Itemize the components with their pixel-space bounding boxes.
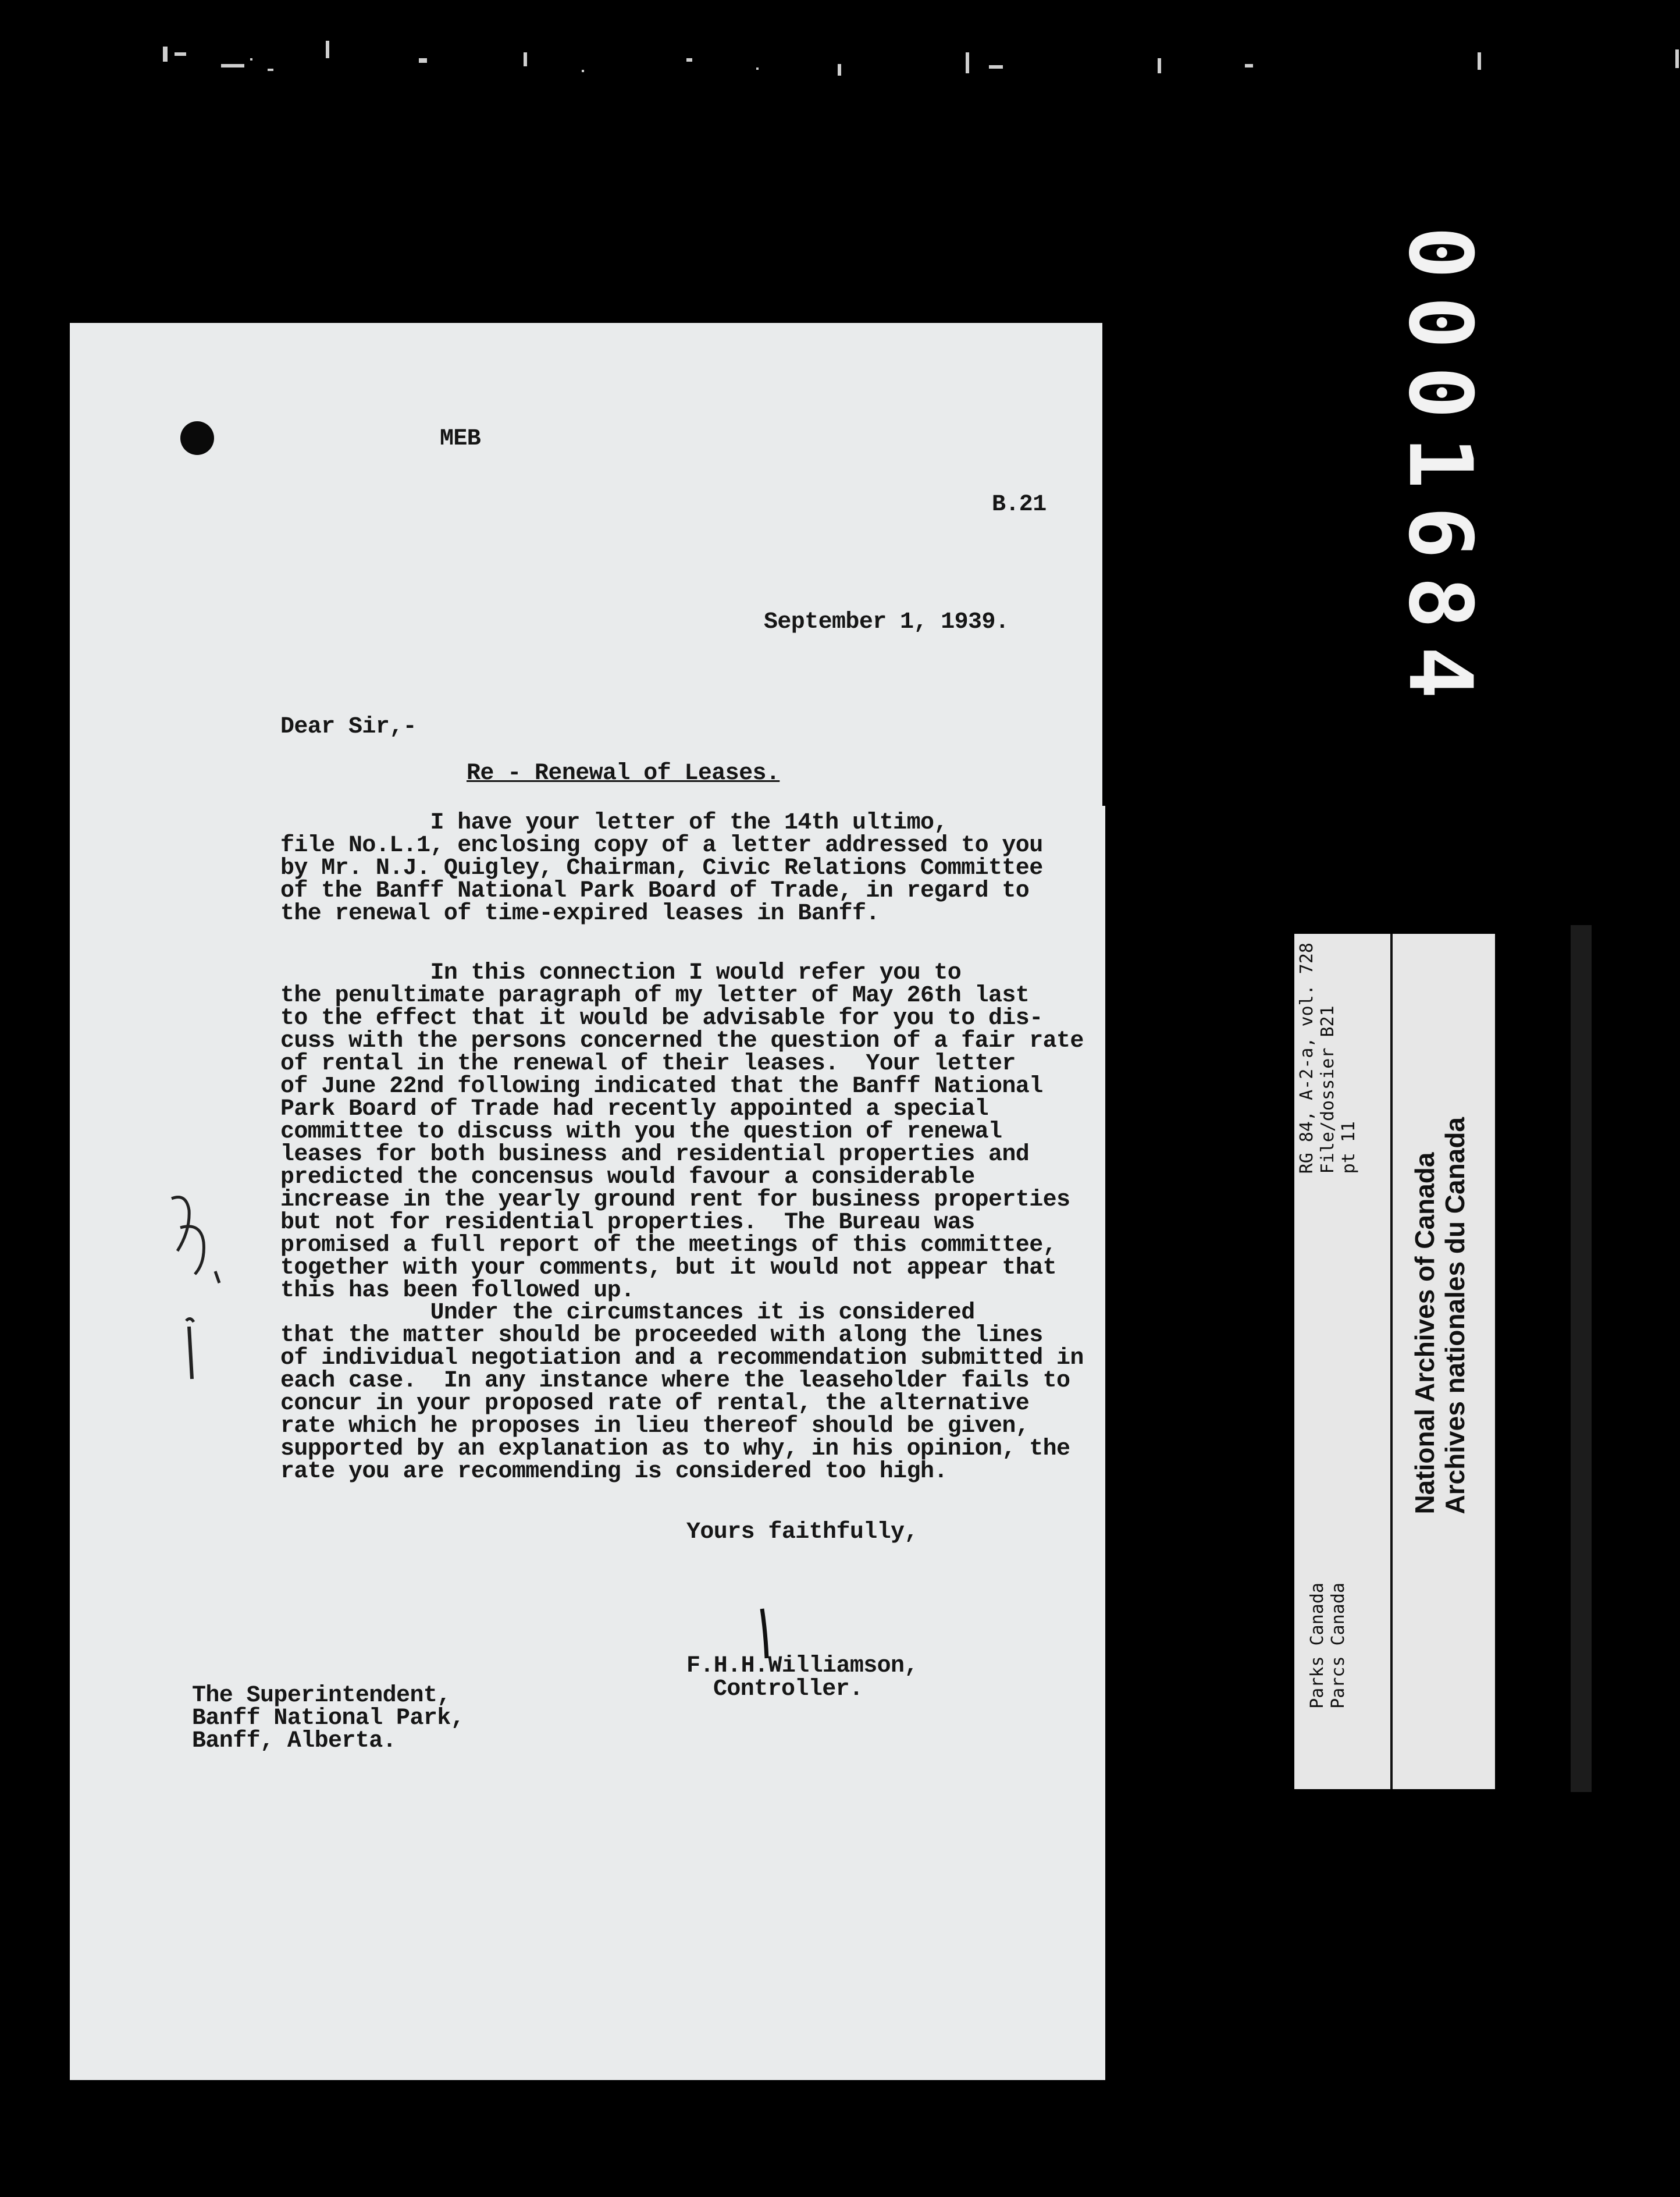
file-reference: B.21	[992, 492, 1047, 518]
archive-reference-text: RG 84, A-2-a, vol. 728 File/dossier B21 pt 11	[1297, 943, 1359, 1174]
frame-number-text: 0001684	[1389, 226, 1490, 717]
paragraph-1: I have your letter of the 14th ultimo, file No.L.1, enclosing copy of a letter addressed to you by Mr. N.J. Quigley, Chairman, Civic Relations Committee of the Banff National Park Board of Trade, in regard to the renewal of time-expired leases in Banff.	[280, 810, 1043, 927]
letter-date: September 1, 1939.	[764, 609, 1009, 635]
salutation: Dear Sir,-	[280, 714, 417, 740]
signatory-name: F.H.H.Williamson,	[686, 1653, 918, 1679]
archive-institution	[1408, 1117, 1472, 1559]
pencil-annotation	[154, 1187, 236, 1391]
archive-reference	[1297, 943, 1359, 1193]
archive-label-divider	[1390, 934, 1393, 1789]
signatory-title: Controller.	[713, 1676, 863, 1702]
archive-agency-text: Parks Canada Parcs Canada	[1307, 1583, 1348, 1709]
microfilm-frame-number	[1384, 186, 1495, 756]
archive-agency	[1302, 1583, 1354, 1780]
film-edge-strip	[1571, 925, 1592, 1792]
paragraph-3: Under the circumstances it is considered that the matter should be proceeded with along the lines of individual negotiation and a recommendation submitted in each case. In any instance where the leaseholder fails to concur in your proposed rate of rental, the alternative rate which he proposes in lieu thereof should be given, supported by an explanation as to why, in his opinion, the rate you are recommending is considered too high.	[280, 1300, 1084, 1485]
archive-institution-text: National Archives of Canada Archives nationales du Canada	[1410, 1117, 1470, 1515]
subject-line: Re - Renewal of Leases.	[467, 760, 780, 787]
addressee-line-1: The Superintendent,	[192, 1683, 451, 1709]
addressee-line-3: Banff, Alberta.	[192, 1728, 397, 1754]
punch-hole	[180, 421, 214, 455]
typist-initials: MEB	[440, 426, 481, 452]
closing: Yours faithfully,	[686, 1519, 918, 1545]
addressee-line-2: Banff National Park,	[192, 1705, 465, 1732]
film-edge-noise	[0, 0, 1680, 105]
letter-page-edge	[1088, 806, 1105, 2080]
paragraph-2: In this connection I would refer you to the penultimate paragraph of my letter of May 26th last to the effect that it would be advisable for you to dis- cuss with the persons concerned the question of a fair rate of rental in the renewal of their leases. Your letter of June 22nd following indicated that the Banff National Park Board of Trade had recently appointed a special committee to discuss with you the question of renewal leases for both business and residential properties and predicted the concensus would favour a considerable increase in the yearly ground rent for business properties but not for residential properties. The Bureau was promised a full report of the meetings of this committee, together with your comments, but it would not appear that this has been followed up.	[280, 960, 1084, 1304]
